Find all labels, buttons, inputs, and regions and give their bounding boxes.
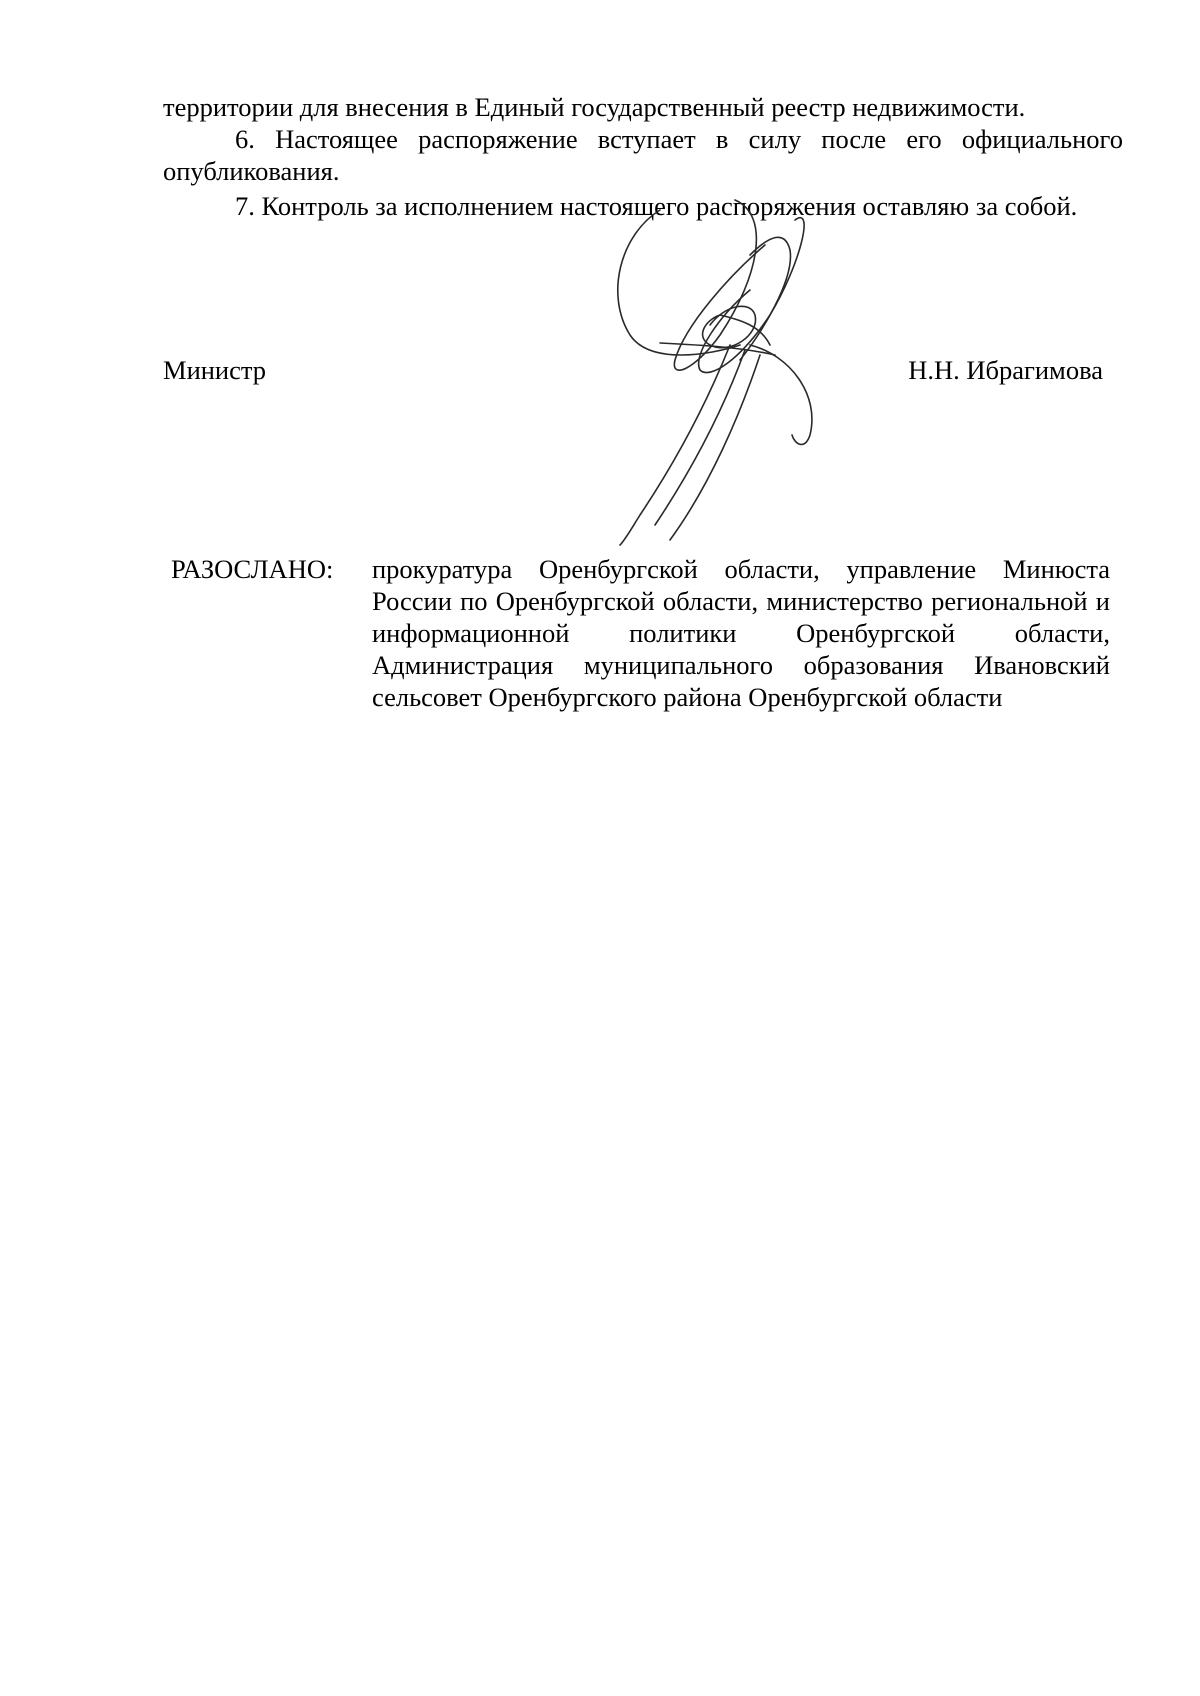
paragraph-continuation: территории для внесения в Единый государственный реестр недвижимости.: [163, 92, 1026, 122]
distribution-recipients: прокуратура Оренбургской области, управление Минюста России по Оренбургской области, министерство региональной и информационной политики Оренбургской области, Администрация муниципального образования Ивановский сельсовет Оренбургского района Оренбургской области: [372, 554, 1110, 712]
signatory-title: Министр: [163, 355, 267, 385]
paragraph-6: 6. Настоящее распоряжение вступает в силу после его официального опубликования.: [163, 124, 1123, 186]
signature-block: [163, 354, 1103, 388]
paragraph-7: 7. Контроль за исполнением настоящего распоряжения оставляю за собой.: [235, 191, 1078, 221]
signatory-name: Н.Н. Ибрагимова: [908, 355, 1103, 385]
distribution-label: РАЗОСЛАНО:: [171, 554, 334, 584]
